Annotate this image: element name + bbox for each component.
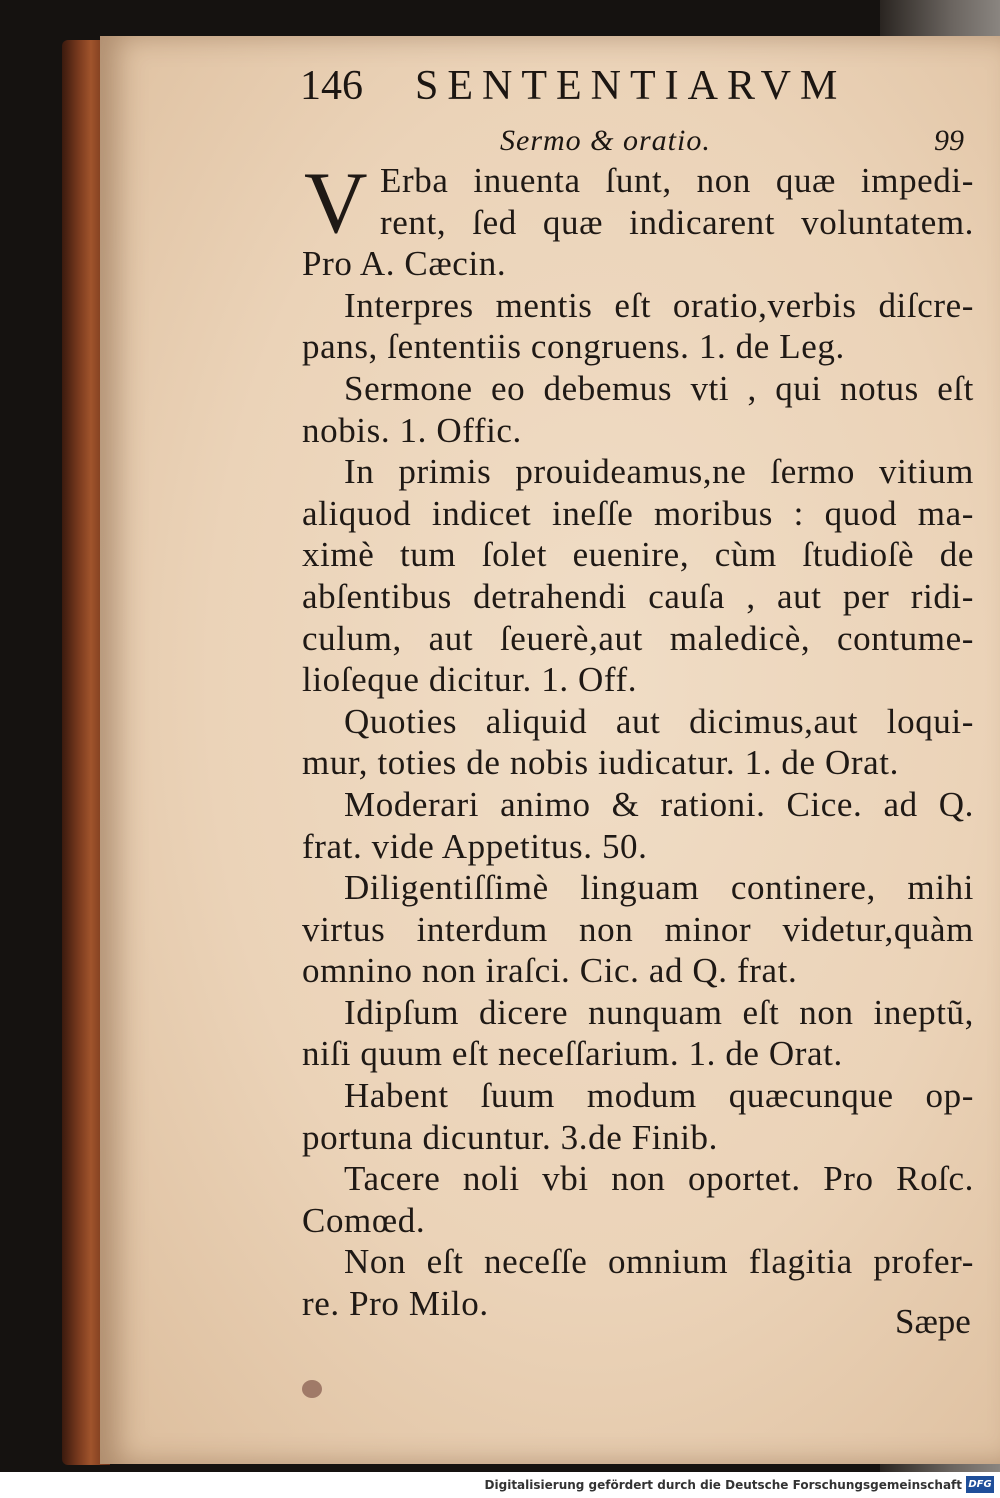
text-line: portuna dicuntur. 3.de Finib. — [302, 1117, 718, 1157]
text-line: Habent ſuum modum quæcunque op- — [344, 1076, 974, 1116]
text-line: Quoties aliquid aut dicimus,aut loqui- — [344, 701, 974, 741]
running-head-title: SENTENTIARVM — [415, 63, 847, 109]
text-line: rent, ſed quæ indicarent voluntatem. — [380, 202, 974, 242]
text-line: frat. vide Appetitus. 50. — [302, 826, 648, 866]
text-line: Sermone eo debemus vti , qui notus eſt — [344, 368, 974, 408]
text-line: ximè tum ſolet euenire, cùm ſtudioſè de — [302, 535, 974, 575]
digitization-footer — [0, 1472, 1000, 1498]
text-line: In primis prouideamus,ne ſermo vitium — [344, 452, 974, 492]
text-line: omnino non iraſci. Cic. ad Q. frat. — [302, 951, 798, 991]
text-line: culum, aut ſeuerè,aut maledicè, contume- — [302, 618, 974, 658]
drop-capital: V — [304, 155, 369, 252]
running-head — [300, 62, 920, 112]
text-line: Comœd. — [302, 1200, 426, 1240]
ink-blot — [302, 1380, 322, 1398]
text-line: Interpres mentis eſt oratio,verbis diſcre- — [344, 285, 974, 325]
text-line: Diligentiſſimè linguam continere, mihi — [344, 868, 974, 908]
dfg-logo: DFG — [966, 1476, 994, 1493]
text-line: niſi quum eſt neceſſarium. 1. de Orat. — [302, 1034, 843, 1074]
text-line: virtus interdum non minor videtur,quàm — [302, 909, 974, 949]
text-line: abſentibus detrahendi cauſa , aut per ridi- — [302, 576, 974, 616]
text-line: Erba inuenta ſunt, non quæ impedi- — [380, 161, 974, 200]
text-line: Idipſum dicere nunquam eſt non ineptũ, — [344, 992, 974, 1032]
text-line: lioſeque dicitur. 1. Off. — [302, 660, 638, 700]
catchword: Sæpe — [895, 1302, 971, 1341]
text-line: Non eſt neceſſe omnium flagitia profer- — [344, 1242, 974, 1282]
text-line: Tacere noli vbi non oportet. Pro Roſc. — [344, 1159, 974, 1199]
section-title: Sermo & oratio. — [500, 124, 711, 157]
text-line: Moderari animo & rationi. Cice. ad Q. — [344, 784, 974, 824]
entry-verba — [302, 155, 974, 285]
text-line: aliquod indicet ineſſe moribus : quod ma- — [302, 493, 974, 533]
section-heading — [500, 124, 970, 164]
text-line: pans, ſententiis congruens. 1. de Leg. — [302, 327, 845, 367]
text-line: Pro A. Cæcin. — [302, 244, 507, 284]
body-text — [302, 155, 974, 1325]
section-number: 99 — [934, 124, 964, 157]
text-line: mur, toties de nobis iudicatur. 1. de Orat. — [302, 743, 899, 783]
text-line: re. Pro Milo. — [302, 1284, 489, 1324]
footer-credit: Digitalisierung gefördert durch die Deutsche Forschungsgemeinschaft — [484, 1478, 962, 1492]
folio-number: 146 — [300, 63, 363, 109]
text-line: nobis. 1. Offic. — [302, 410, 522, 450]
